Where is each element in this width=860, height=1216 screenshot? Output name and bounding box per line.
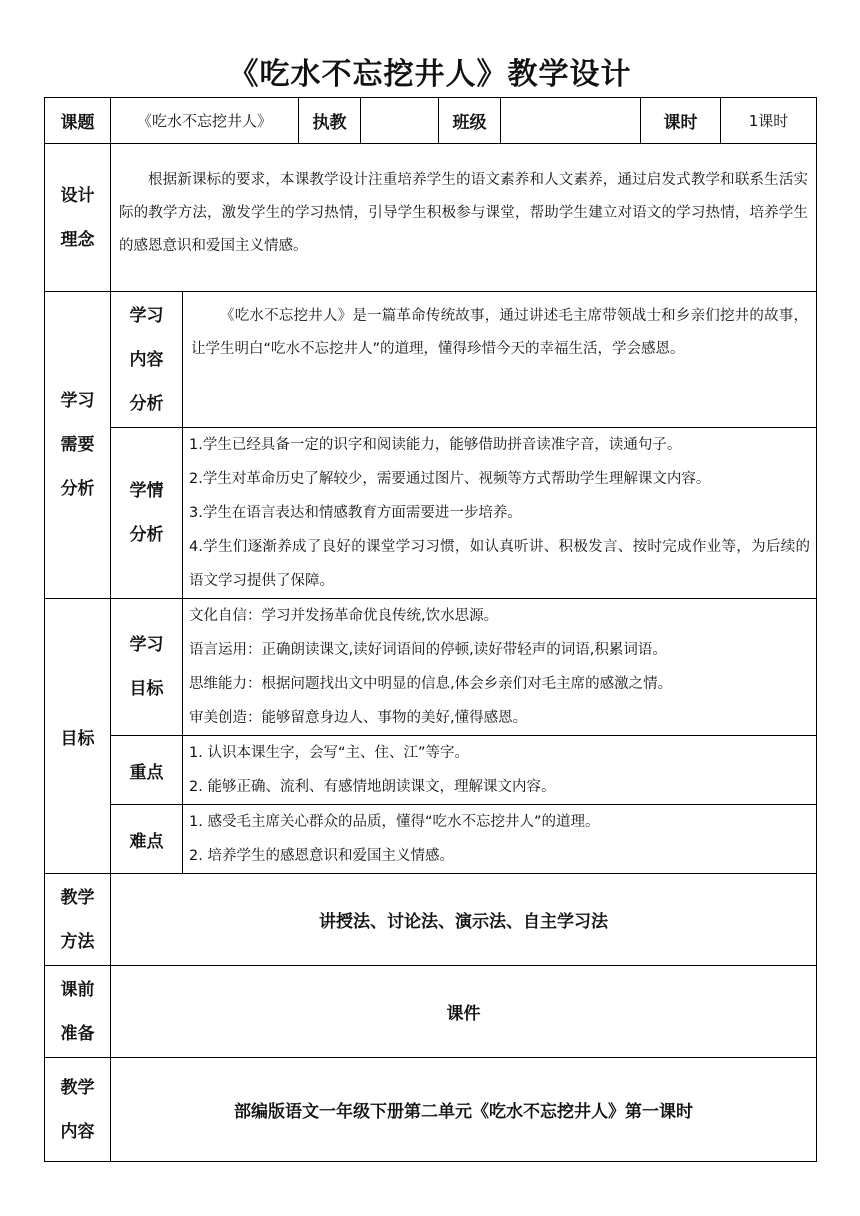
key-points-label: 重点 [111, 736, 183, 805]
method-label: 教学 方法 [45, 874, 111, 966]
list-item: 3.学生在语言表达和情感教育方面需要进一步培养。 [189, 505, 522, 521]
learner-analysis-label: 学情 分析 [111, 428, 183, 599]
list-item: 文化自信：学习并发扬革命优良传统,饮水思源。 [189, 608, 499, 624]
list-item: 2.学生对革命历史了解较少，需要通过图片、视频等方式帮助学生理解课文内容。 [189, 471, 711, 487]
key-points-row [45, 736, 817, 805]
list-item: 1. 认识本课生字，会写“主、住、江”等字。 [189, 745, 469, 761]
content-analysis-text: 《吃水不忘挖井人》是一篇革命传统故事，通过讲述毛主席带领战士和乡亲们挖井的故事，让学生明白“吃水不忘挖井人”的道理，懂得珍惜今天的幸福生活，学会感恩。 [191, 308, 809, 357]
prep-label: 课前 准备 [45, 966, 111, 1058]
learning-goals-row [45, 599, 817, 736]
learning-goals-label: 学习 目标 [111, 599, 183, 736]
design-row [45, 144, 817, 292]
content-analysis-label: 学习 内容 分析 [111, 292, 183, 428]
goals-label: 目标 [45, 599, 111, 874]
key-points-cell [183, 736, 817, 805]
topic-label: 课题 [45, 98, 111, 144]
learner-analysis-cell [183, 428, 817, 599]
content-row [45, 1058, 817, 1162]
learning-goals-cell [183, 599, 817, 736]
prep-text: 课件 [111, 966, 817, 1058]
list-item: 4.学生们逐渐养成了良好的课堂学习习惯，如认真听讲、积极发言、按时完成作业等，为后续的语文学习提供了保障。 [189, 539, 811, 589]
teacher-value [361, 98, 439, 144]
needs-label: 学习 需要 分析 [45, 292, 111, 599]
list-item: 审美创造：能够留意身边人、事物的美好,懂得感恩。 [189, 710, 528, 726]
learner-analysis-row [45, 428, 817, 599]
period-value: 1课时 [721, 98, 817, 144]
lesson-plan-table [44, 97, 817, 1162]
list-item: 2. 能够正确、流利、有感情地朗读课文，理解课文内容。 [189, 779, 556, 795]
list-item: 1.学生已经具备一定的识字和阅读能力，能够借助拼音读准字音，读通句子。 [189, 437, 682, 453]
document-title: 《吃水不忘挖井人》教学设计 [228, 57, 632, 92]
class-value [501, 98, 641, 144]
header-row [45, 98, 817, 144]
content-analysis-cell [183, 292, 817, 428]
prep-row [45, 966, 817, 1058]
method-text: 讲授法、讨论法、演示法、自主学习法 [111, 874, 817, 966]
period-label: 课时 [641, 98, 721, 144]
list-item: 2. 培养学生的感恩意识和爱国主义情感。 [189, 848, 454, 864]
list-item: 语言运用：正确朗读课文,读好词语间的停顿,读好带轻声的词语,积累词语。 [189, 642, 667, 658]
content-text: 部编版语文一年级下册第二单元《吃水不忘挖井人》第一课时 [111, 1058, 817, 1162]
content-analysis-row [45, 292, 817, 428]
class-label: 班级 [439, 98, 501, 144]
difficult-points-label: 难点 [111, 805, 183, 874]
list-item: 思维能力：根据问题找出文中明显的信息,体会乡亲们对毛主席的感激之情。 [189, 676, 673, 692]
design-text: 根据新课标的要求，本课教学设计注重培养学生的语文素养和人文素养，通过启发式教学和联系生活实际的教学方法，激发学生的学习热情，引导学生积极参与课堂，帮助学生建立对语文的学习热情，培养学生的感恩意识和爱国主义情感。 [119, 172, 809, 254]
content-label: 教学 内容 [45, 1058, 111, 1162]
difficult-points-cell [183, 805, 817, 874]
difficult-points-row [45, 805, 817, 874]
design-label: 设计 理念 [45, 144, 111, 292]
topic-value: 《吃水不忘挖井人》 [111, 98, 299, 144]
list-item: 1. 感受毛主席关心群众的品质，懂得“吃水不忘挖井人”的道理。 [189, 814, 600, 830]
method-row [45, 874, 817, 966]
teacher-label: 执教 [299, 98, 361, 144]
design-cell [111, 144, 817, 292]
